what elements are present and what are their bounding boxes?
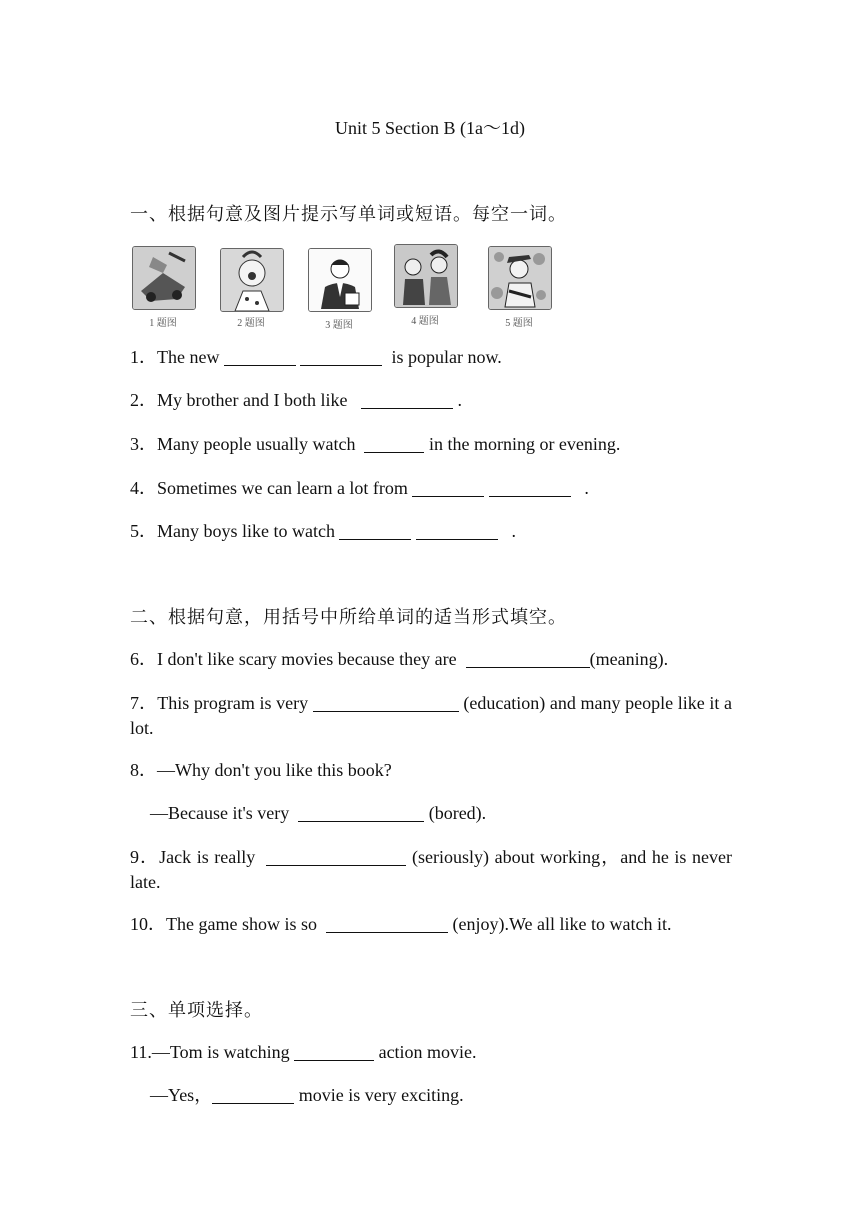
action-movie-image [132,246,196,310]
caption-4: 4 题图 [411,316,439,327]
caption-5: 5 题图 [505,318,533,329]
caption-2: 2 题图 [237,318,265,329]
clown-image [220,248,284,312]
picture-row [130,242,560,332]
answer-blank[interactable] [300,347,382,366]
question-11-reply: —Yes， movie is very exciting. [150,1085,464,1105]
answer-blank[interactable] [416,521,498,540]
answer-blank[interactable] [326,914,448,933]
section-2-heading: 二、根据句意，用括号中所给单词的适当形式填空。 [130,607,567,628]
answer-blank[interactable] [364,434,424,453]
question-9: 9．Jack is really (seriously) about working，and he is never late. [130,847,732,892]
answer-blank[interactable] [489,478,571,497]
caption-1: 1 题图 [149,318,177,329]
section-1-heading: 一、根据句意及图片提示写单词或短语。每空一词。 [130,204,567,225]
answer-blank[interactable] [339,521,411,540]
page-title: Unit 5 Section B (1a～1d) [335,118,525,138]
answer-blank[interactable] [361,390,453,409]
question-4: 4．Sometimes we can learn a lot from . [130,478,589,498]
answer-blank[interactable] [466,649,590,668]
answer-blank[interactable] [298,803,424,822]
question-10: 10．The game show is so (enjoy).We all like to watch it. [130,914,672,934]
question-6: 6．I don't like scary movies because they are (meaning). [130,649,669,669]
question-11: 11.—Tom is watching action movie. [130,1042,477,1062]
question-8: 8．—Why don't you like this book? [130,760,392,780]
answer-blank[interactable] [266,847,406,866]
answer-blank[interactable] [224,347,296,366]
answer-blank[interactable] [212,1085,294,1104]
talk-show-image [394,244,458,308]
question-2: 2．My brother and I both like . [130,390,462,410]
question-1: 1．The new is popular now. [130,347,502,367]
question-8-reply: —Because it's very (bored). [150,803,487,823]
soap-opera-image [488,246,552,310]
question-7: 7．This program is very (education) and many people like it a lot. [130,693,732,738]
newsreader-image [308,248,372,312]
caption-3: 3 题图 [325,320,353,331]
answer-blank[interactable] [294,1042,374,1061]
question-5: 5．Many boys like to watch . [130,521,516,541]
question-3: 3．Many people usually watch in the morning or evening. [130,434,621,454]
section-3-heading: 三、单项选择。 [130,1000,263,1021]
answer-blank[interactable] [412,478,484,497]
answer-blank[interactable] [313,693,459,712]
